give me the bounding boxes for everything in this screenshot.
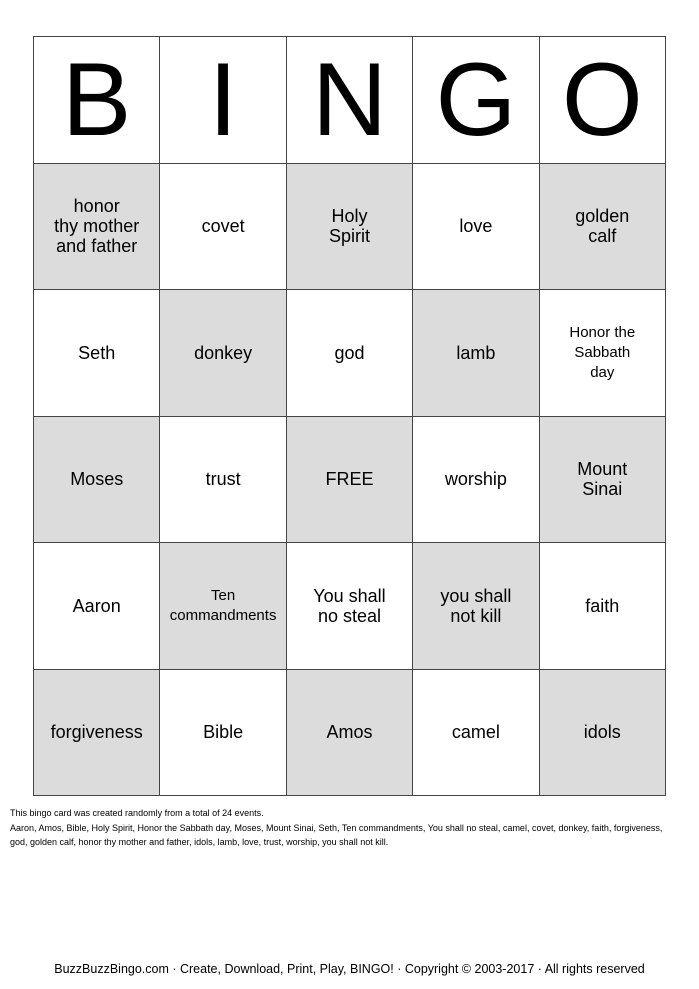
bingo-cell: honor thy mother and father — [34, 164, 160, 291]
free-space-cell: FREE — [287, 417, 413, 544]
bingo-cell: worship — [413, 417, 539, 544]
bingo-cell: Amos — [287, 670, 413, 797]
bingo-cell: Bible — [160, 670, 286, 797]
bingo-cell: forgiveness — [34, 670, 160, 797]
card-info-note — [10, 806, 670, 850]
header-letter-g: G — [413, 37, 539, 164]
header-letter-n: N — [287, 37, 413, 164]
bingo-cell: covet — [160, 164, 286, 291]
event-count-text: This bingo card was created randomly from a total of 24 events. — [10, 808, 264, 818]
bingo-cell: you shall not kill — [413, 543, 539, 670]
bingo-cell: You shall no steal — [287, 543, 413, 670]
bingo-cell: love — [413, 164, 539, 291]
bingo-cell: lamb — [413, 290, 539, 417]
bingo-cell: idols — [540, 670, 666, 797]
bingo-cell: golden calf — [540, 164, 666, 291]
bingo-cell: Ten commandments — [160, 543, 286, 670]
copyright-footer: BuzzBuzzBingo.com · Create, Download, Print, Play, BINGO! · Copyright © 2003-2017 · All rights reserved — [54, 962, 645, 976]
event-list-text: Aaron, Amos, Bible, Holy Spirit, Honor the Sabbath day, Moses, Mount Sinai, Seth, Ten commandments, You shall no steal, camel, covet, donkey, faith, forgiveness, god, golden calf, honor thy mother and father, idols, lamb, love, trust, worship, you shall not kill. — [10, 822, 663, 847]
bingo-cell: Mount Sinai — [540, 417, 666, 544]
bingo-cell: trust — [160, 417, 286, 544]
bingo-cell: faith — [540, 543, 666, 670]
bingo-cell: Moses — [34, 417, 160, 544]
bingo-cell: camel — [413, 670, 539, 797]
bingo-card — [33, 36, 666, 796]
bingo-cell: Seth — [34, 290, 160, 417]
bingo-cell: god — [287, 290, 413, 417]
header-letter-i: I — [160, 37, 286, 164]
bingo-cell: donkey — [160, 290, 286, 417]
header-letter-o: O — [540, 37, 666, 164]
bingo-cell: Holy Spirit — [287, 164, 413, 291]
header-letter-b: B — [34, 37, 160, 164]
bingo-cell: Aaron — [34, 543, 160, 670]
bingo-cell: Honor the Sabbath day — [540, 290, 666, 417]
